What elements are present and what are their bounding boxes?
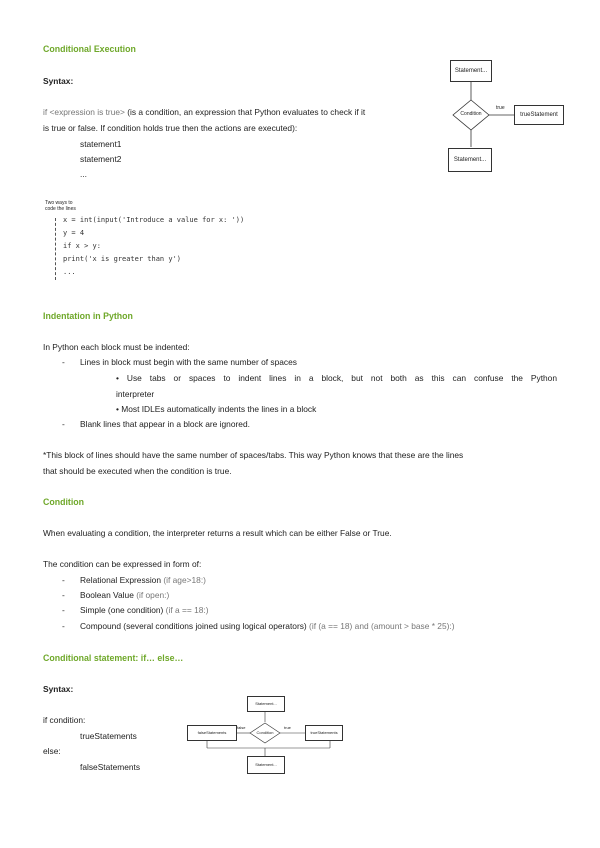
if-flowchart: [440, 55, 570, 175]
bullet-dash: -: [62, 357, 65, 367]
item-example: (if age>18:): [161, 575, 206, 585]
if-else-line-else: else:: [43, 746, 61, 756]
code-line-2: y = 4: [63, 229, 85, 237]
indent-guide: [55, 218, 57, 280]
flow1-true-label: true: [496, 105, 505, 111]
indentation-intro: In Python each block must be indented:: [43, 342, 190, 352]
bullet-dash: -: [62, 419, 65, 429]
if-explanation: (is a condition, an expression that Python evaluates to check if it: [124, 107, 366, 117]
flow2-statement-top: Statement...: [247, 696, 285, 712]
if-else-line-false: falseStatements: [80, 762, 141, 772]
flow1-true-statement: trueStatement: [514, 105, 564, 125]
flow2-statement-bottom: Statement...: [247, 756, 285, 774]
indent-note-1: *This block of lines should have the same number of spaces/tabs. This way Python knows that these are the lines: [43, 450, 464, 460]
statement-ellipsis: ...: [80, 169, 87, 179]
item-example: (if (a == 18) and (amount > base * 25):): [306, 621, 455, 631]
if-expression: if <expression is true>: [43, 107, 125, 117]
flow1-condition: Condition: [460, 111, 482, 117]
indent-sub-2: • Most IDLEs automatically indents the lines in a block: [116, 404, 317, 414]
bullet-dash: -: [62, 575, 65, 585]
code-caption-line2: code the lines: [45, 206, 76, 212]
condition-heading: Condition: [43, 497, 85, 507]
code-line-4: print('x is greater than y'): [63, 255, 182, 263]
item-label: Relational Expression: [80, 575, 162, 585]
item-label: Simple (one condition): [80, 605, 164, 615]
bullet-dash: -: [62, 590, 65, 600]
if-else-heading: Conditional statement: if… else…: [43, 653, 184, 663]
item-example: (if open:): [133, 590, 170, 600]
condition-p2: The condition can be expressed in form of:: [43, 559, 202, 569]
code-line-1: x = int(input('Introduce a value for x: ')): [63, 216, 245, 224]
flow2-condition: Condition: [256, 730, 274, 735]
syntax-label: Syntax:: [43, 76, 74, 86]
indent-sub-1a: • Use tabs or spaces to indent lines in a block, but not both as this can confuse the Python: [116, 373, 557, 383]
indent-bullet-2: Blank lines that appear in a block are ignored.: [80, 419, 250, 429]
if-else-flowchart: [185, 692, 345, 774]
flow1-statement-top: Statement...: [450, 60, 492, 82]
item-label: Compound (several conditions joined using logical operators): [80, 621, 307, 631]
flow2-false-statements: falseStatements: [187, 725, 237, 741]
code-example: [45, 200, 315, 290]
condition-item-relational: [80, 575, 206, 585]
item-label: Boolean Value: [80, 590, 134, 600]
code-line-5: ...: [63, 268, 76, 276]
code-caption: [45, 200, 76, 212]
indent-bullet-1: Lines in block must begin with the same number of spaces: [80, 357, 297, 367]
flow2-true-label: true: [284, 725, 291, 730]
conditional-execution-heading: Conditional Execution: [43, 44, 136, 54]
code-caption-line1: Two ways to: [45, 200, 73, 206]
if-else-line-if: if condition:: [43, 715, 86, 725]
flow1-statement-bottom: Statement...: [448, 148, 492, 172]
indentation-heading: Indentation in Python: [43, 311, 133, 321]
if-syntax-line: [43, 107, 438, 117]
code-line-3: if x > y:: [63, 242, 101, 250]
if-syntax-line2: is true or false. If condition holds true then the actions are executed):: [43, 123, 298, 133]
statement-2: statement2: [80, 154, 122, 164]
bullet-dash: -: [62, 621, 65, 631]
condition-item-simple: [80, 605, 209, 615]
indent-sub-1b: interpreter: [116, 389, 155, 399]
if-else-line-true: trueStatements: [80, 731, 137, 741]
item-example: (if a == 18:): [163, 605, 209, 615]
condition-p1: When evaluating a condition, the interpreter returns a result which can be either False or True.: [43, 528, 392, 538]
indent-note-2: that should be executed when the condition is true.: [43, 466, 232, 476]
if-else-syntax-label: Syntax:: [43, 684, 74, 694]
bullet-dash: -: [62, 605, 65, 615]
condition-item-boolean: [80, 590, 169, 600]
flow2-false-label: false: [237, 725, 246, 730]
condition-item-compound: [80, 621, 455, 631]
flow2-true-statements: trueStatements: [305, 725, 343, 741]
statement-1: statement1: [80, 139, 122, 149]
